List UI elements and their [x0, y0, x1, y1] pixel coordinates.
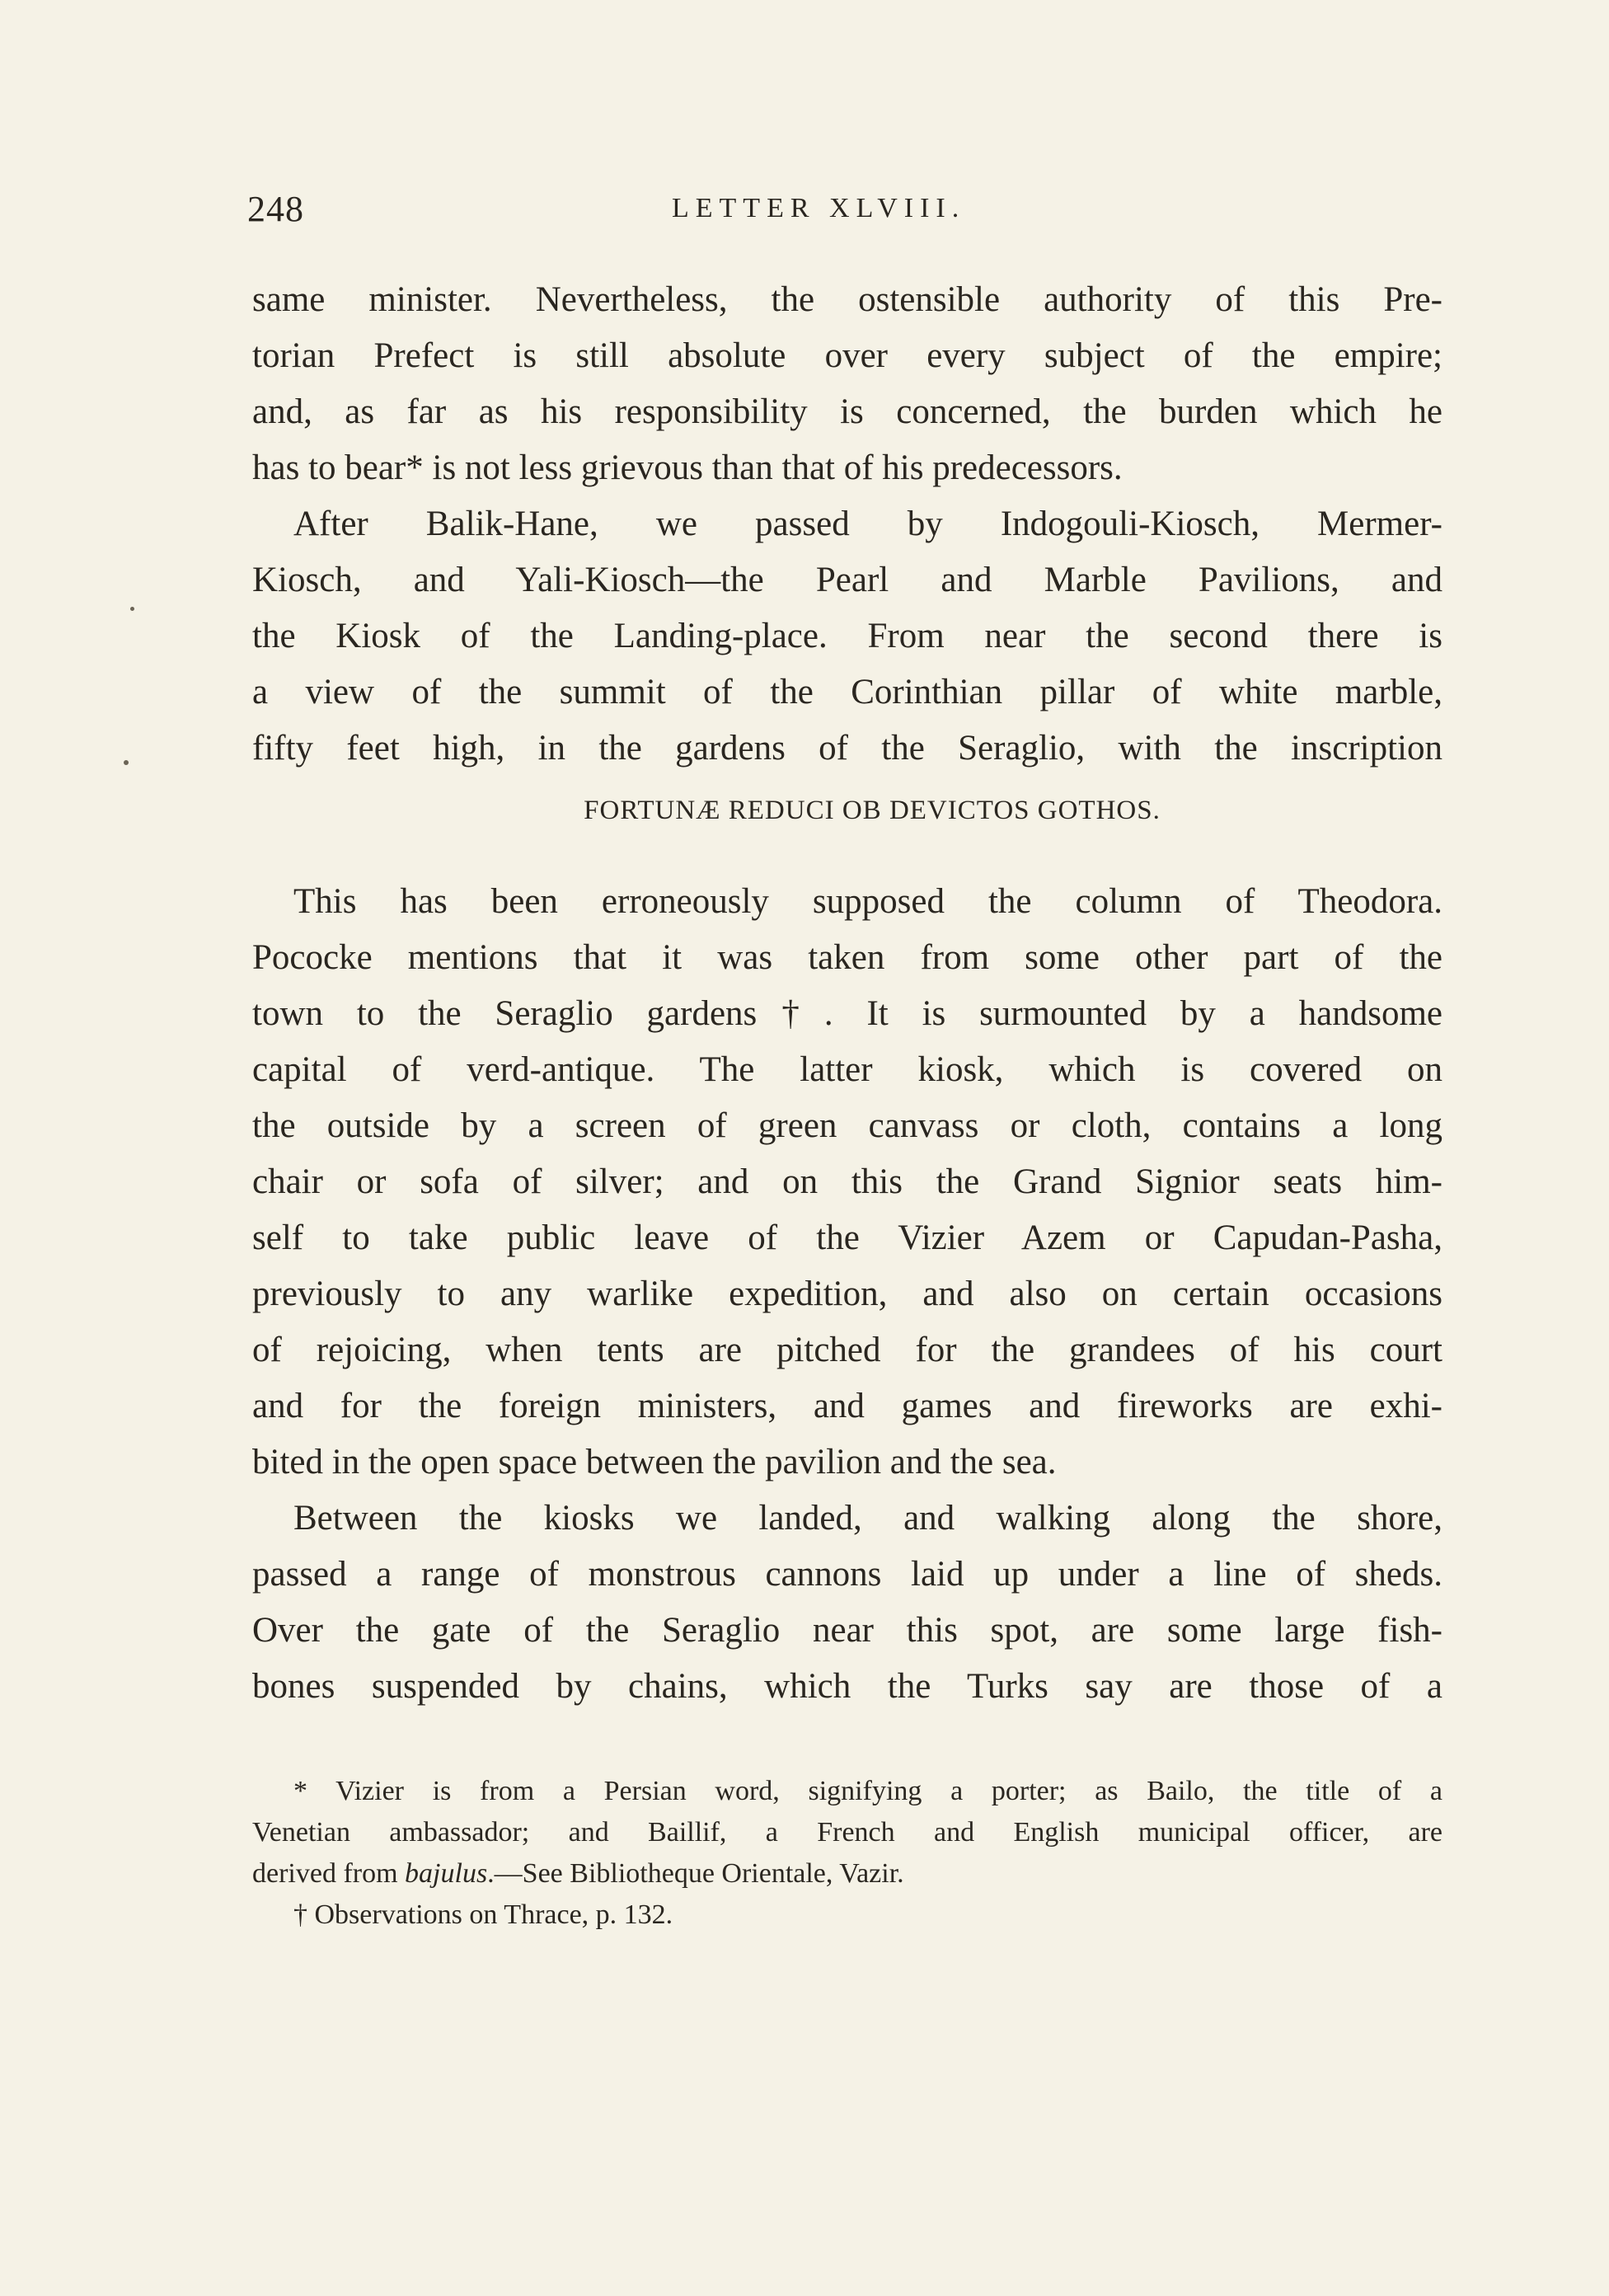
text-line: This has been erroneously supposed the column of Theodora.: [293, 882, 1442, 921]
footnotes: [252, 1771, 1442, 1936]
text-line: Kiosch, and Yali-Kiosch—the Pearl and Marble Pavilions, and: [252, 561, 1442, 599]
text-line: chair or sofa of silver; and on this the Grand Signior seats him-: [252, 1162, 1442, 1201]
text-line: a view of the summit of the Corinthian pillar of white marble,: [252, 673, 1442, 711]
footnote-text: .—See Bibliotheque Orientale, Vazir.: [487, 1858, 904, 1889]
text-line: and, as far as his responsibility is concerned, the burden which he: [252, 392, 1442, 431]
paper-speck: [130, 607, 134, 611]
paragraph: [252, 496, 1442, 777]
text-line: has to bear* is not less grievous than that of his predecessors.: [252, 448, 1123, 487]
paragraph: [252, 272, 1442, 496]
text-line: bones suspended by chains, which the Turks say are those of a: [252, 1667, 1442, 1706]
text-line: previously to any warlike expedition, and also on certain occasions: [252, 1275, 1442, 1313]
text-line: and for the foreign ministers, and games and fireworks are exhi-: [252, 1387, 1442, 1425]
running-head: LETTER XLVIII.: [672, 193, 966, 223]
inscription: FORTUNÆ REDUCI OB DEVICTOS GOTHOS.: [584, 796, 1161, 825]
paragraph: [252, 1491, 1442, 1715]
body-text: [252, 272, 1442, 1715]
paper-speck: [124, 760, 129, 765]
text-line: same minister. Nevertheless, the ostensible authority of this Pre-: [252, 280, 1442, 319]
text-line: After Balik-Hane, we passed by Indogouli-Kiosch, Mermer-: [293, 505, 1442, 543]
text-line: passed a range of monstrous cannons laid up under a line of sheds.: [252, 1555, 1442, 1594]
footnote-line: Venetian ambassador; and Baillif, a French and English municipal officer, are: [252, 1817, 1442, 1848]
text-line: self to take public leave of the Vizier Azem or Capudan-Pasha,: [252, 1218, 1442, 1257]
text-line: Pococke mentions that it was taken from some other part of the: [252, 938, 1442, 977]
footnote-line: [252, 1853, 1442, 1895]
text-line: bited in the open space between the pavilion and the sea.: [252, 1443, 1057, 1481]
footnote-text: derived from: [252, 1858, 406, 1889]
footnote-italic-word: bajulus: [405, 1858, 488, 1889]
text-line: the outside by a screen of green canvass or cloth, contains a long: [252, 1106, 1442, 1145]
text-line: capital of verd-antique. The latter kiosk, which is covered on: [252, 1050, 1442, 1089]
text-line: Between the kiosks we landed, and walking along the shore,: [293, 1499, 1442, 1538]
text-line: Over the gate of the Seraglio near this spot, are some large fish-: [252, 1611, 1442, 1650]
text-line: the Kiosk of the Landing-place. From near the second there is: [252, 617, 1442, 655]
footnote-line: * Vizier is from a Persian word, signifying a porter; as Bailo, the title of a: [293, 1776, 1442, 1806]
footnote-line: † Observations on Thrace, p. 132.: [293, 1899, 673, 1930]
page-header: [247, 188, 1444, 237]
text-line: of rejoicing, when tents are pitched for the grandees of his court: [252, 1331, 1442, 1369]
text-line: torian Prefect is still absolute over every subject of the empire;: [252, 336, 1442, 375]
paragraph: [252, 874, 1442, 1491]
text-line: town to the Seraglio gardens†. It is surmounted by a handsome: [252, 994, 1442, 1033]
text-line: fifty feet high, in the gardens of the Seraglio, with the inscription: [252, 729, 1442, 768]
page-number: 248: [247, 189, 304, 229]
